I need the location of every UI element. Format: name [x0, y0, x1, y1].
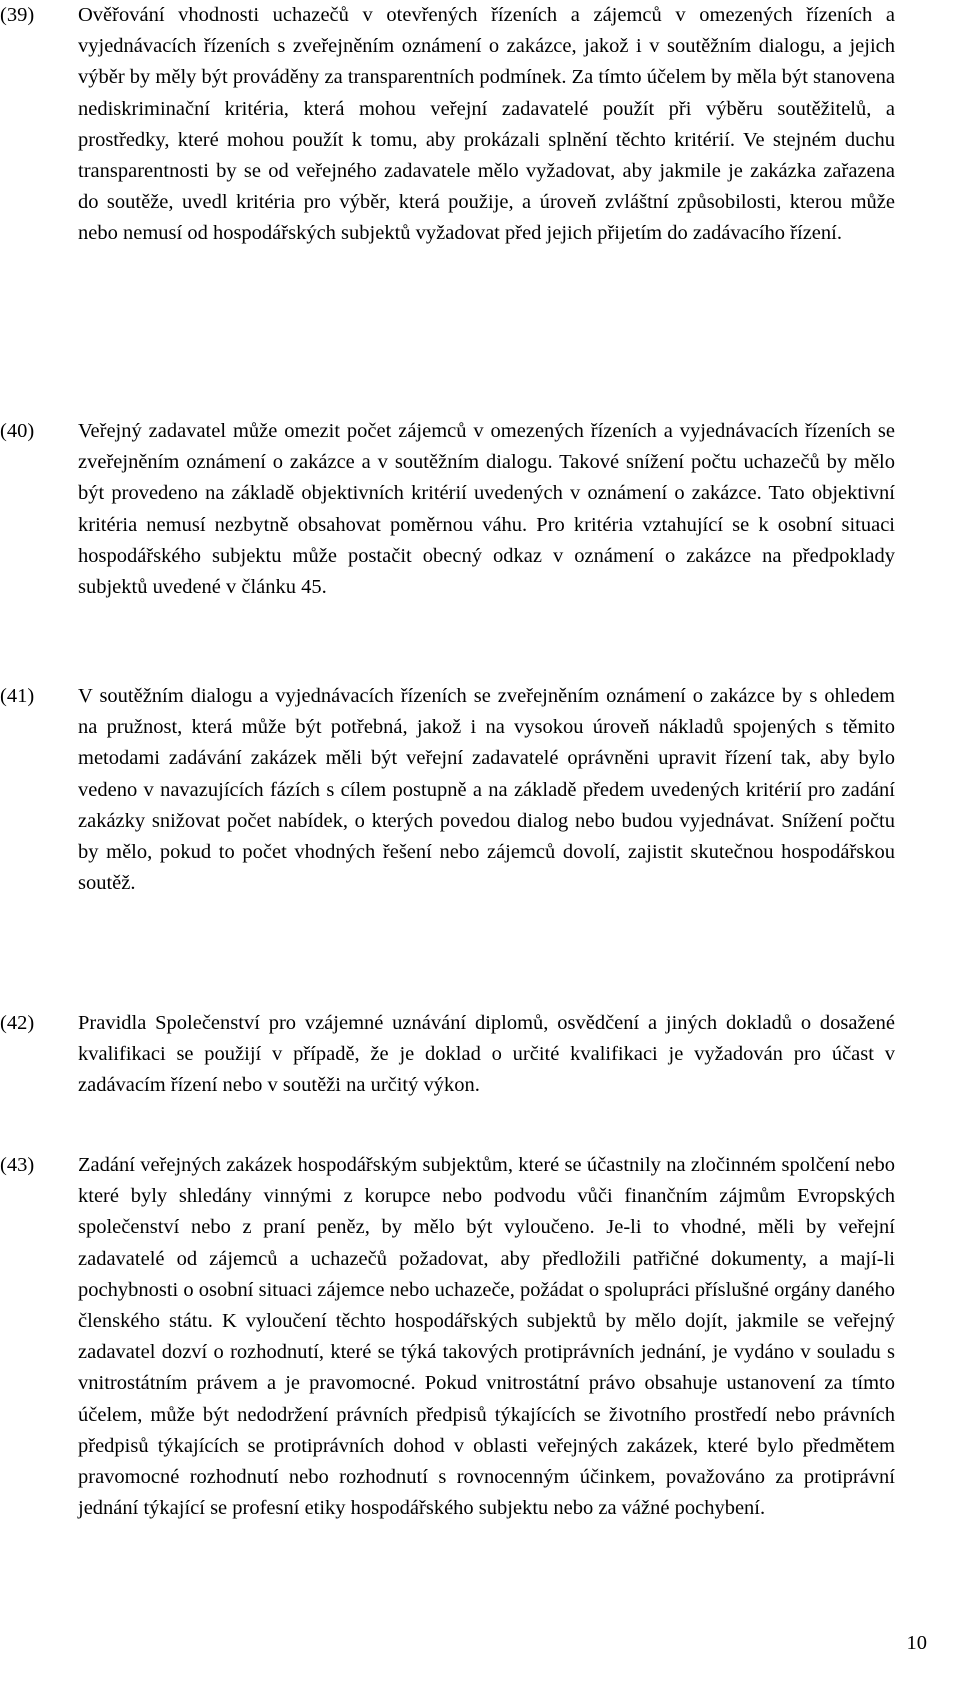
- recital-number: (43): [0, 1154, 35, 1176]
- recital-number: (40): [0, 420, 35, 442]
- recital-text: V soutěžním dialogu a vyjednávacích řízeních se zveřejněním oznámení o zakázce by s ohledem na pružnost, která může být potřebná, jakož i na vysokou úroveň nákladů spojených s těmito metodami zadávání zakázek měli být veřejní zadavatelé oprávněni upravit řízení tak, aby bylo vedeno v navazujících fázích s cílem postupně a na základě předem uvedených kritérií pro zadání zakázky snižovat počet nabídek, o kterých povedou dialog nebo budou vyjednávat. Snížení počtu by mělo, pokud to počet vhodných řešení nebo zájemců dovolí, zajistit skutečnou hospodářskou soutěž.: [78, 685, 895, 895]
- recital-number: (41): [0, 685, 35, 707]
- recital-number: (42): [0, 1012, 35, 1034]
- page-number: 10: [906, 1632, 927, 1654]
- recital-text: Veřejný zadavatel může omezit počet zájemců v omezených řízeních a vyjednávacích řízeních se zveřejněním oznámení o zakázce a v soutěžním dialogu. Takové snížení počtu uchazečů by mělo být provedeno na základě objektivních kritérií uvedených v oznámení o zakázce. Tato objektivní kritéria nemusí nezbytně obsahovat poměrnou váhu. Pro kritéria vztahující se k osobní situaci hospodářského subjektu může postačit obecný odkaz v oznámení o zakázce na předpoklady subjektů uvedené v článku 45.: [78, 420, 895, 599]
- recital-text: Zadání veřejných zakázek hospodářským subjektům, které se účastnily na zločinném spolčení nebo které byly shledány vinnými z korupce nebo podvodu vůči finančním zájmům Evropských společenství nebo z praní peněz, by mělo být vyloučeno. Je-li to vhodné, měli by veřejní zadavatelé od zájemců a uchazečů požadovat, aby předložili patřičné dokumenty, a mají-li pochybnosti o osobní situaci zájemce nebo uchazeče, požádat o spolupráci příslušné orgány daného členského státu. K vyloučení těchto hospodářských subjektů by mělo dojít, jakmile se veřejný zadavatel dozví o rozhodnutí, které se týká takových protiprávních jednání, je vydáno v souladu s vnitrostátním právem a je pravomocné. Pokud vnitrostátní právo obsahuje ustanovení za tímto účelem, může být nedodržení právních předpisů týkajících se životního prostředí nebo právních předpisů týkajících se protiprávních dohod v oblasti veřejných zakázek, které bylo předmětem pravomocné rozhodnutí nebo rozhodnutí s rovnocenným účinkem, považováno za protiprávní jednání týkající se profesní etiky hospodářského subjektu nebo za vážné pochybení.: [78, 1154, 895, 1520]
- recital-number: (39): [0, 4, 35, 26]
- recital-text: Ověřování vhodnosti uchazečů v otevřených řízeních a zájemců v omezených řízeních a vyjednávacích řízeních s zveřejněním oznámení o zakázce, jakož i v soutěžním dialogu, a jejich výběr by měly být prováděny za transparentních podmínek. Za tímto účelem by měla být stanovena nediskriminační kritéria, která mohou veřejní zadavatelé použít při výběru soutěžitelů, a prostředky, které mohou použít k tomu, aby prokázali splnění těchto kritérií. Ve stejném duchu transparentnosti by se od veřejného zadavatele mělo vyžadovat, aby jakmile je zakázka zařazena do soutěže, uvedl kritéria pro výběr, která použije, a úroveň zvláštní způsobilosti, kterou může nebo nemusí od hospodářských subjektů vyžadovat před jejich přijetím do zadávacího řízení.: [78, 4, 895, 245]
- recital-text: Pravidla Společenství pro vzájemné uznávání diplomů, osvědčení a jiných dokladů o dosažené kvalifikaci se použijí v případě, že je doklad o určité kvalifikaci je vyžadován pro účast v zadávacím řízení nebo v soutěži na určitý výkon.: [78, 1012, 895, 1097]
